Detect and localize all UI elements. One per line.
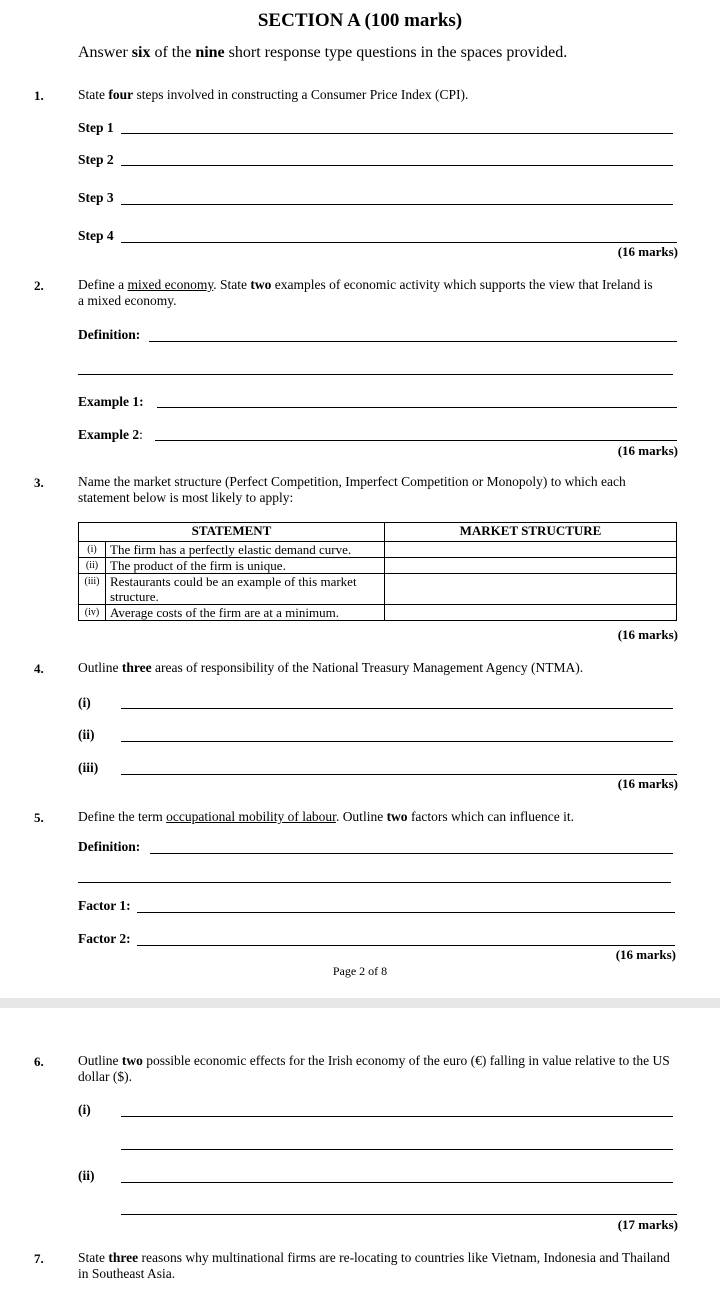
step-label: Step 1 <box>78 120 114 135</box>
statement-cell: The product of the firm is unique. <box>106 558 385 574</box>
marks-label: (17 marks) <box>617 1217 678 1232</box>
question-text: Define a mixed economy. State two examples of economic activity which supports the view that Ireland is a mixed economy. <box>78 277 653 308</box>
marks-label: (16 marks) <box>615 947 676 962</box>
question-text: State three reasons why multinational firms are re-locating to countries like Vietnam, Indonesia and Thailand in Southeast Asia. <box>78 1250 670 1281</box>
question-number: 5. <box>34 810 44 825</box>
marks-label: (16 marks) <box>617 627 678 642</box>
marks-label: (16 marks) <box>617 244 678 259</box>
market-structure-table <box>78 522 677 621</box>
question-text: Name the market structure (Perfect Competition, Imperfect Competition or Monopoly) to which each statement below is most likely to apply: <box>78 474 626 505</box>
table-row <box>79 542 677 558</box>
item-label: (iii) <box>78 760 99 775</box>
factor-label: Factor 2: <box>78 931 131 946</box>
answer-line[interactable] <box>121 774 677 775</box>
question-number: 2. <box>34 278 44 293</box>
question-number: 4. <box>34 661 44 676</box>
answer-line[interactable] <box>121 741 673 742</box>
row-number: (ii) <box>79 558 106 574</box>
answer-line[interactable] <box>150 853 673 854</box>
answer-line[interactable] <box>155 440 677 441</box>
statement-cell: Average costs of the firm are at a minimum. <box>106 605 385 621</box>
step-label: Step 2 <box>78 152 114 167</box>
item-label: (i) <box>78 695 91 710</box>
table-row <box>79 605 677 621</box>
answer-line[interactable] <box>121 708 673 709</box>
row-number: (i) <box>79 542 106 558</box>
answer-cell[interactable] <box>385 574 677 605</box>
answer-line[interactable] <box>157 407 677 408</box>
answer-line[interactable] <box>137 912 675 913</box>
question-number: 7. <box>34 1251 44 1266</box>
answer-line[interactable] <box>149 341 677 342</box>
answer-line[interactable] <box>121 242 677 243</box>
answer-line[interactable] <box>121 165 673 166</box>
answer-line[interactable] <box>121 1182 673 1183</box>
question-text: Outline three areas of responsibility of the National Treasury Management Agency (NTMA). <box>78 660 584 675</box>
step-label: Step 4 <box>78 228 114 243</box>
question-number: 3. <box>34 475 44 490</box>
answer-cell[interactable] <box>385 558 677 574</box>
table-row <box>79 558 677 574</box>
item-label: (ii) <box>78 727 95 742</box>
example-label: Example 1: <box>78 394 144 409</box>
answer-line[interactable] <box>121 133 673 134</box>
marks-label: (16 marks) <box>617 443 678 458</box>
item-label: (ii) <box>78 1168 95 1183</box>
answer-line[interactable] <box>121 1149 673 1150</box>
answer-cell[interactable] <box>385 542 677 558</box>
page-separator <box>0 998 720 1008</box>
section-title: SECTION A (100 marks) <box>257 10 463 31</box>
question-text: Outline two possible economic effects for the Irish economy of the euro (€) falling in value relative to the US dollar ($). <box>78 1053 670 1084</box>
table-header-row <box>79 523 677 542</box>
question-text: State four steps involved in constructing a Consumer Price Index (CPI). <box>78 87 469 102</box>
answer-line[interactable] <box>121 1116 673 1117</box>
table-row <box>79 574 677 605</box>
example-label: Example 2: <box>78 427 143 442</box>
col-statement-header: STATEMENT <box>79 523 385 542</box>
item-label: (i) <box>78 1102 91 1117</box>
question-number: 6. <box>34 1054 44 1069</box>
definition-label: Definition: <box>78 839 141 854</box>
section-instruction: Answer six of the nine short response type questions in the spaces provided. <box>78 44 568 61</box>
answer-line[interactable] <box>78 882 671 883</box>
row-number: (iii) <box>79 574 106 605</box>
step-label: Step 3 <box>78 190 114 205</box>
statement-cell: Restaurants could be an example of this market structure. <box>106 574 385 605</box>
marks-label: (16 marks) <box>617 776 678 791</box>
answer-line[interactable] <box>78 374 673 375</box>
definition-label: Definition: <box>78 327 141 342</box>
row-number: (iv) <box>79 605 106 621</box>
factor-label: Factor 1: <box>78 898 131 913</box>
answer-line[interactable] <box>121 204 673 205</box>
page-number: Page 2 of 8 <box>332 964 388 978</box>
statement-cell: The firm has a perfectly elastic demand curve. <box>106 542 385 558</box>
question-text: Define the term occupational mobility of labour. Outline two factors which can influence it. <box>78 809 574 824</box>
answer-line[interactable] <box>121 1214 677 1215</box>
col-market-header: MARKET STRUCTURE <box>385 523 677 542</box>
answer-line[interactable] <box>137 945 675 946</box>
question-number: 1. <box>34 88 44 103</box>
answer-cell[interactable] <box>385 605 677 621</box>
